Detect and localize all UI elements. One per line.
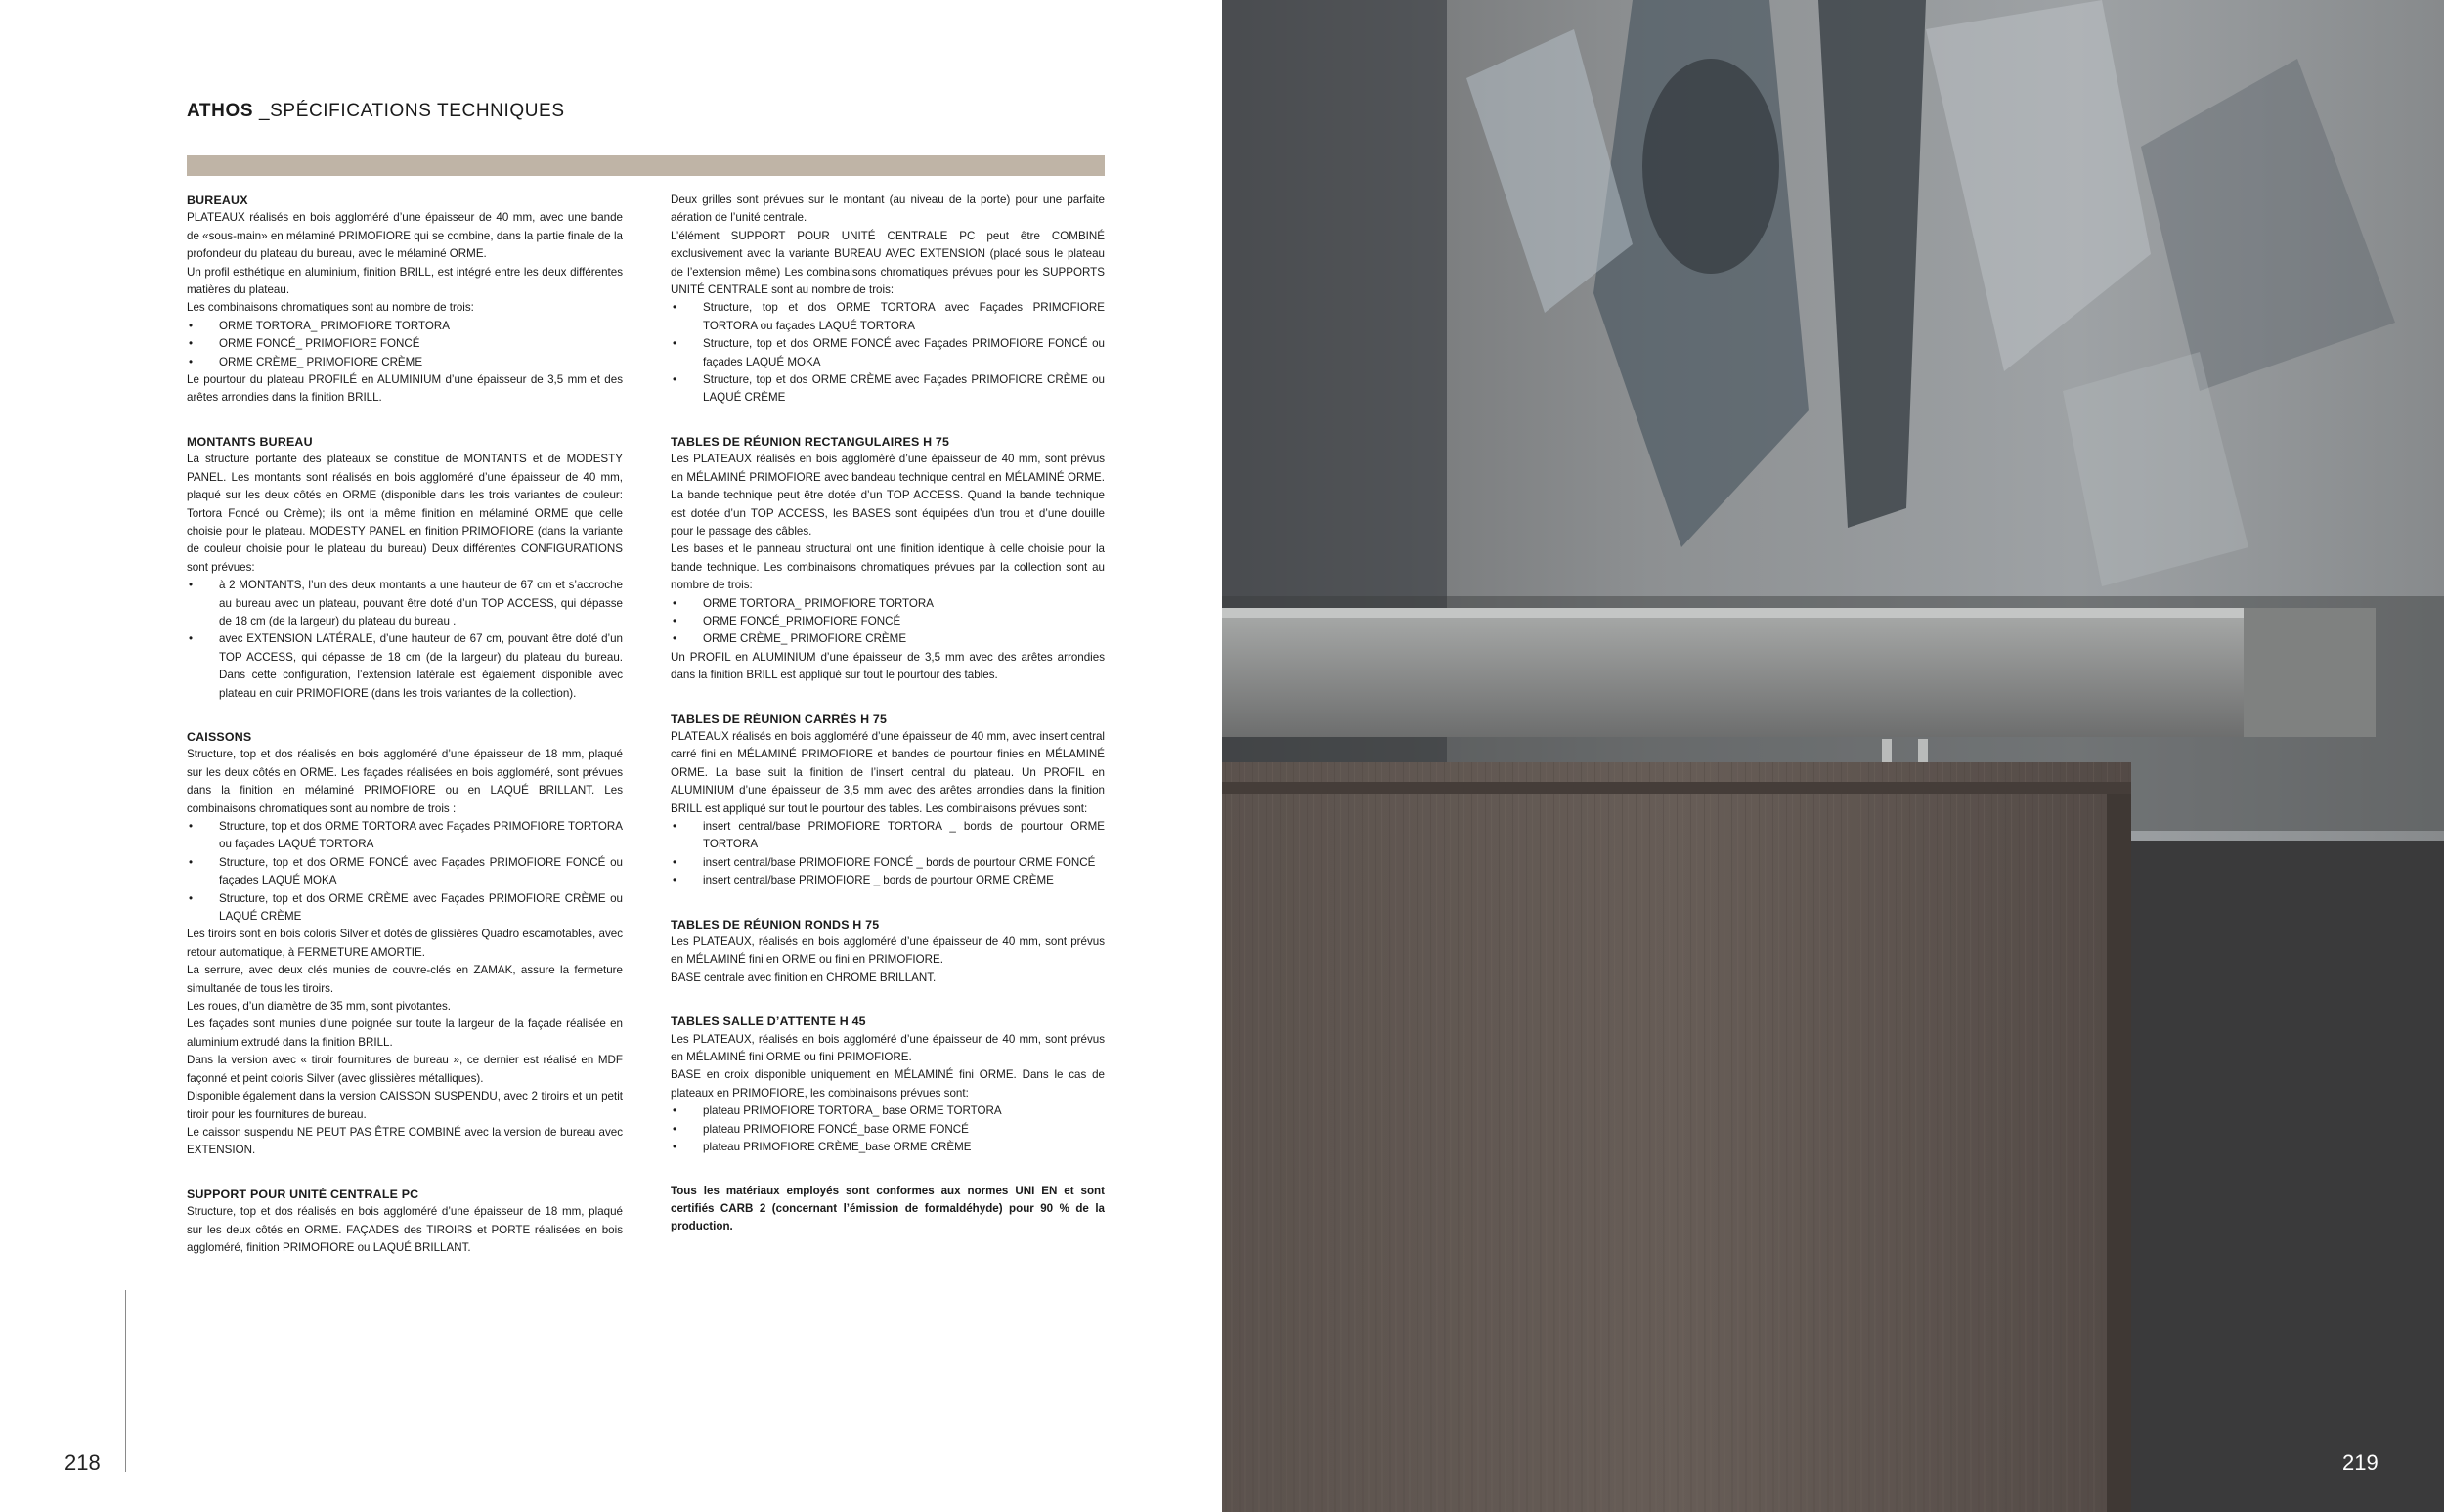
caisson-edge — [2107, 792, 2131, 1512]
paragraph: Les bases et le panneau structural ont une finition identique à celle choisie pour la bande technique. Les combinaisons chromatiques prévues par la collection sont au nombre de trois: — [671, 542, 1105, 592]
text-column-right — [671, 192, 1105, 1236]
paragraph: Les PLATEAUX, réalisés en bois aggloméré d’une épaisseur de 40 mm, sont prévus en MÉLAMINÉ fini en ORME ou fini en PRIMOFIORE. — [671, 935, 1105, 967]
paragraph: Les tiroirs sont en bois coloris Silver et dotés de glissières Quadro escamotables, avec retour automatique, à FERMETURE AMORTIE. — [187, 928, 623, 959]
section-support-pc-continued — [671, 192, 1105, 408]
paragraph: Disponible également dans la version CAISSON SUSPENDU, avec 2 tiroirs et un petit tiroir pour les fournitures de bureau. — [187, 1090, 623, 1121]
section-tables-rectangulaires — [671, 433, 1105, 685]
text-column-left — [187, 192, 623, 1282]
section-tables-ronds — [671, 916, 1105, 988]
paragraph: Les façades sont munies d’une poignée sur toute la largeur de la façade réalisée en aluminium extrudé dans la finition BRILL. — [187, 1017, 623, 1049]
header-rule-bar — [187, 155, 1105, 176]
bullet-list — [187, 577, 623, 703]
bullet-item: • Structure, top et dos ORME CRÈME avec Façades PRIMOFIORE CRÈME ou LAQUÉ CRÈME — [187, 890, 623, 927]
paragraph: Structure, top et dos réalisés en bois aggloméré d’une épaisseur de 18 mm, plaqué sur les deux côtés en ORME. Les façades réalisées en bois aggloméré, sont prévues dans la finition en mélaminé PRIMOFIORE ou en LAQUÉ BRILLANT. Les combinaisons chromatiques sont au nombre de trois : — [187, 748, 623, 815]
paragraph: Deux grilles sont prévues sur le montant (au niveau de la porte) pour une parfaite aération de l’unité centrale. — [671, 194, 1105, 225]
bullet-item: • ORME FONCÉ_ PRIMOFIORE FONCÉ — [187, 335, 623, 353]
paragraph: Un profil esthétique en aluminium, finition BRILL, est intégré entre les deux différentes matières du plateau. — [187, 265, 623, 297]
section-title: SUPPORT POUR UNITÉ CENTRALE PC — [187, 1187, 419, 1201]
section-tables-carres — [671, 711, 1105, 890]
bullet-item: • Structure, top et dos ORME FONCÉ avec Façades PRIMOFIORE FONCÉ ou façades LAQUÉ MOKA — [187, 854, 623, 890]
bullet-item: • Structure, top et dos ORME TORTORA avec Façades PRIMOFIORE TORTORA ou façades LAQUÉ TORTORA — [187, 818, 623, 854]
bullet-list — [187, 318, 623, 371]
bullet-list — [671, 299, 1105, 407]
page-title — [187, 101, 565, 122]
bullet-item: • Structure, top et dos ORME TORTORA avec Façades PRIMOFIORE TORTORA ou façades LAQUÉ TORTORA — [671, 299, 1105, 335]
bullet-item: • à 2 MONTANTS, l’un des deux montants a une hauteur de 67 cm et s’accroche au bureau avec un plateau, pouvant être doté d’un TOP ACCESS, qui dépasse de 18 cm (de la largeur) du plateau du bureau . — [187, 577, 623, 630]
certification-note: Tous les matériaux employés sont conformes aux normes UNI EN et sont certifiés CARB 2 (concernant l’émission de formaldéhyde) pour 90 % de la production. — [671, 1184, 1105, 1233]
paragraph: BASE en croix disponible uniquement en MÉLAMINÉ fini ORME. Dans le cas de plateaux en PRIMOFIORE, les combinaisons prévues sont: — [671, 1068, 1105, 1100]
bullet-item: • plateau PRIMOFIORE CRÈME_base ORME CRÈME — [671, 1139, 1105, 1156]
section-title: MONTANTS BUREAU — [187, 434, 313, 449]
desk-top-highlight — [1222, 608, 2376, 618]
brand-name: ATHOS — [187, 101, 254, 121]
bullet-list — [187, 818, 623, 926]
paragraph: Dans la version avec « tiroir fournitures de bureau », ce dernier est réalisé en MDF façonné et peint coloris Silver (avec glissières métalliques). — [187, 1054, 623, 1085]
product-photo — [1222, 0, 2444, 1512]
paragraph: Les PLATEAUX, réalisés en bois aggloméré d’une épaisseur de 40 mm, sont prévus en MÉLAMINÉ fini ORME ou fini PRIMOFIORE. — [671, 1032, 1105, 1064]
section-title: TABLES DE RÉUNION RONDS H 75 — [671, 917, 880, 931]
paragraph: Un PROFIL en ALUMINIUM d’une épaisseur de 3,5 mm avec des arêtes arrondies dans la finition BRILL est appliqué sur tout le pourtour des tables. — [671, 650, 1105, 682]
caisson-top-edge — [1222, 782, 2131, 794]
page-margin-line — [125, 1290, 126, 1472]
bullet-item: • insert central/base PRIMOFIORE TORTORA _ bords de pourtour ORME TORTORA — [671, 818, 1105, 854]
bullet-item: • ORME TORTORA_ PRIMOFIORE TORTORA — [671, 595, 1105, 613]
bullet-item: • insert central/base PRIMOFIORE FONCÉ _ bords de pourtour ORME FONCÉ — [671, 854, 1105, 872]
section-title: CAISSONS — [187, 729, 252, 744]
paragraph: Le pourtour du plateau PROFILÉ en ALUMINIUM d’une épaisseur de 3,5 mm et des arêtes arrondies dans la finition BRILL. — [187, 373, 623, 405]
wood-grain — [1222, 762, 2131, 1512]
section-title: TABLES DE RÉUNION CARRÉS H 75 — [671, 712, 888, 726]
bullet-item: • insert central/base PRIMOFIORE _ bords de pourtour ORME CRÈME — [671, 872, 1105, 889]
paragraph: BASE centrale avec finition en CHROME BRILLANT. — [671, 971, 937, 984]
section-tables-attente — [671, 1013, 1105, 1156]
section-title: TABLES SALLE D’ATTENTE H 45 — [671, 1015, 866, 1029]
paragraph: PLATEAUX réalisés en bois aggloméré d’une épaisseur de 40 mm, avec une bande de «sous-main» en mélaminé PRIMOFIORE qui se combine, dans la partie finale de la profondeur du plateau du bureau, avec le mélaminé ORME. — [187, 211, 623, 261]
section-title: TABLES DE RÉUNION RECTANGULAIRES H 75 — [671, 434, 950, 449]
desk-top-edge — [1222, 608, 2376, 737]
desk-top-end — [2244, 608, 2376, 737]
bullet-list — [671, 595, 1105, 649]
paragraph: Le caisson suspendu NE PEUT PAS ÊTRE COMBINÉ avec la version de bureau avec EXTENSION. — [187, 1125, 623, 1157]
bullet-item: • ORME FONCÉ_PRIMOFIORE FONCÉ — [671, 613, 1105, 630]
paragraph: Les combinaisons chromatiques sont au nombre de trois: — [187, 301, 474, 315]
bullet-item: • ORME CRÈME_ PRIMOFIORE CRÈME — [671, 630, 1105, 648]
paragraph: La serrure, avec deux clés munies de couvre-clés en ZAMAK, assure la fermeture simultanée de tous les tiroirs. — [187, 964, 623, 995]
section-montants-bureau — [187, 433, 623, 703]
paragraph: La structure portante des plateaux se constitue de MONTANTS et de MODESTY PANEL. Les montants sont réalisés en bois aggloméré d’une épaisseur de 40 mm, plaqué sur les deux côtés en ORME (disponible dans les trois variantes de couleur: Tortora Foncé ou Crème); ils ont la même finition en mélaminé ORME que celle choisie pour le plateau. MODESTY PANEL en finition PRIMOFIORE (dans la variante de couleur choisie pour le plateau du bureau) Deux différentes CONFIGURATIONS sont prévues: — [187, 453, 623, 574]
section-caissons — [187, 728, 623, 1160]
bullet-item: • ORME TORTORA_ PRIMOFIORE TORTORA — [187, 318, 623, 335]
section-support-pc — [187, 1186, 623, 1258]
bullet-item: • plateau PRIMOFIORE TORTORA_ base ORME TORTORA — [671, 1102, 1105, 1120]
artwork-shape — [1642, 59, 1779, 274]
bullet-list — [671, 1102, 1105, 1156]
dark-base — [2131, 841, 2444, 1512]
page-number-left: 218 — [65, 1450, 101, 1475]
bullet-list — [671, 818, 1105, 890]
bullet-item: • avec EXTENSION LATÉRALE, d’une hauteur de 67 cm, pouvant être doté d’un TOP ACCESS, qui dépasse de 18 cm (de la largeur) du plateau du bureau. Dans cette configuration, l’extension latérale est également disponible avec plateau en cuir PRIMOFIORE (dans les trois variantes de la collection). — [187, 630, 623, 703]
paragraph: L’élément SUPPORT POUR UNITÉ CENTRALE PC peut être COMBINÉ exclusivement avec la variante BUREAU AVEC EXTENSION (placé sous le plateau de l’extension même) Les combinaisons chromatiques prévues pour les SUPPORTS UNITÉ CENTRALE sont au nombre de trois: — [671, 229, 1105, 297]
section-title: BUREAUX — [187, 194, 248, 207]
page-number-right: 219 — [2342, 1450, 2379, 1475]
paragraph: PLATEAUX réalisés en bois aggloméré d’une épaisseur de 40 mm, avec insert central carré fini en MÉLAMINÉ PRIMOFIORE et bandes de pourtour finies en MÉLAMINÉ ORME. La base suit la finition de l’insert central du plateau. Un PROFIL en ALUMINIUM d’une épaisseur de 3,5 mm avec des arêtes arrondies dans la finition BRILL est appliqué sur tout le pourtour des tables. Les combinaisons prévues sont: — [671, 729, 1105, 815]
bullet-item: • Structure, top et dos ORME FONCÉ avec Façades PRIMOFIORE FONCÉ ou façades LAQUÉ MOKA — [671, 335, 1105, 371]
paragraph: Les PLATEAUX réalisés en bois aggloméré d’une épaisseur de 40 mm, sont prévus en MÉLAMINÉ PRIMOFIORE avec bandeau technique central en MÉLAMINÉ ORME. La bande technique peut être dotée d’un TOP ACCESS. Quand la bande technique est dotée d’un TOP ACCESS, les BASES sont équipées d’un trou et d’une douille pour le passage des câbles. — [671, 453, 1105, 538]
page-subtitle: _SPÉCIFICATIONS TECHNIQUES — [258, 101, 565, 121]
bullet-item: • plateau PRIMOFIORE FONCÉ_base ORME FONCÉ — [671, 1121, 1105, 1139]
bullet-item: • ORME CRÈME_ PRIMOFIORE CRÈME — [187, 354, 623, 371]
paragraph: Structure, top et dos réalisés en bois aggloméré d’une épaisseur de 18 mm, plaqué sur les deux côtés en ORME. FAÇADES des TIROIRS et PORTE réalisées en bois aggloméré, finition PRIMOFIORE ou LAQUÉ BRILLANT. — [187, 1205, 623, 1254]
bullet-item: • Structure, top et dos ORME CRÈME avec Façades PRIMOFIORE CRÈME ou LAQUÉ CRÈME — [671, 371, 1105, 408]
section-bureaux — [187, 192, 623, 408]
paragraph: Les roues, d’un diamètre de 35 mm, sont pivotantes. — [187, 1000, 452, 1014]
